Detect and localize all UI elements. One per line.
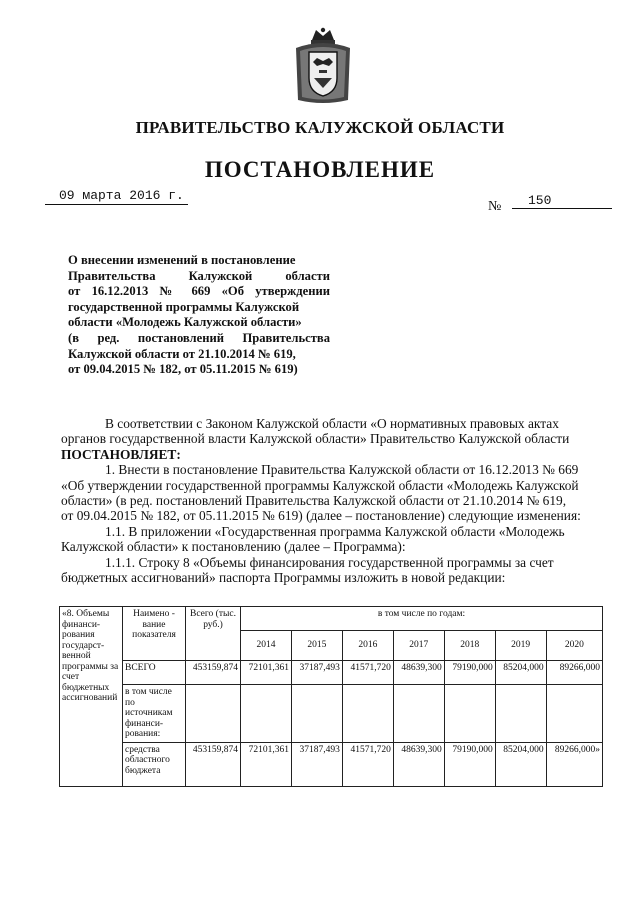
budget-table (59, 606, 603, 787)
row-value: 37187,493 (291, 661, 342, 685)
col-name-header: Наимено - вание показателя (123, 607, 186, 661)
organization-title: ПРАВИТЕЛЬСТВО КАЛУЖСКОЙ ОБЛАСТИ (135, 118, 505, 137)
document-body (61, 416, 599, 585)
row-value: 41571,720 (342, 661, 393, 685)
row-value: 72101,361 (241, 742, 292, 786)
year-header: 2016 (342, 631, 393, 661)
table-row (60, 742, 603, 786)
document-number: 150 (512, 193, 612, 209)
body-line: В соответствии с Законом Калужской области «О нормативных правовых актах (105, 416, 559, 431)
body-line: органов государственной власти Калужской области» Правительство Калужской области (61, 431, 570, 447)
body-line: 1. Внести в постановление Правительства Калужской области от 16.12.2013 № 669 (105, 462, 579, 478)
body-line: области» (в ред. постановлений Правительства Калужской области от 21.10.2014 № 619, (61, 492, 567, 508)
row-name: ВСЕГО (123, 661, 186, 685)
table-row (60, 661, 603, 685)
row-value: 85204,000 (495, 742, 546, 786)
resolves-heading: ПОСТАНОВЛЯЕТ: (61, 446, 181, 462)
subject-line: от 09.04.2015 № 182, от 05.11.2015 № 619) (68, 362, 298, 377)
row-value: 48639,300 (393, 742, 444, 786)
number-label: № (488, 199, 502, 214)
body-line: бюджетных ассигнований» паспорта Программы изложить в новой редакции: (61, 569, 506, 585)
subject-line: области «Молодежь Калужской области» (68, 315, 302, 330)
row-value: 85204,000 (495, 661, 546, 685)
row-label-cell: «8. Объемы финанси-рования государст-венной программы за счет бюджетных ассигнований (60, 607, 123, 787)
subject-line: государственной программы Калужской (68, 299, 300, 314)
row-value: 89266,000 (546, 661, 602, 685)
subject-line: (в ред. постановлений Правительства (68, 330, 330, 345)
subject-line: Калужской области от 21.10.2014 № 619, (68, 346, 296, 361)
body-line: от 09.04.2015 № 182, от 05.11.2015 № 619) (далее – постановление) следующие изменения: (61, 508, 581, 524)
row-value: 37187,493 (291, 742, 342, 786)
year-header: 2019 (495, 631, 546, 661)
year-header: 2020 (546, 631, 602, 661)
row-value: 41571,720 (342, 742, 393, 786)
table-row (60, 685, 603, 743)
coat-of-arms-icon (292, 26, 354, 104)
year-header: 2015 (291, 631, 342, 661)
row-name: средства областного бюджета (123, 742, 186, 786)
subject-line: О внесении изменений в постановление (68, 253, 296, 267)
body-line: Калужской области» к постановлению (далее – Программа): (61, 539, 406, 555)
document-subject (68, 253, 330, 378)
row-total: 453159,874 (186, 742, 241, 786)
year-header: 2018 (444, 631, 495, 661)
document-type: ПОСТАНОВЛЕНИЕ (204, 157, 436, 182)
row-value: 79190,000 (444, 661, 495, 685)
subject-line: от 16.12.2013 № 669 «Об утверждении (68, 284, 330, 299)
row-value: 72101,361 (241, 661, 292, 685)
body-line: 1.1.1. Строку 8 «Объемы финансирования государственной программы за счет (105, 554, 554, 570)
body-line: 1.1. В приложении «Государственная программа Калужской области «Молодежь (105, 523, 565, 539)
subject-line: Правительства Калужской области (68, 268, 330, 283)
years-header: в том числе по годам: (241, 607, 603, 631)
year-header: 2014 (241, 631, 292, 661)
row-value: 89266,000» (546, 742, 602, 786)
row-total: 453159,874 (186, 661, 241, 685)
year-header: 2017 (393, 631, 444, 661)
row-value: 79190,000 (444, 742, 495, 786)
row-value: 48639,300 (393, 661, 444, 685)
row-name: в том числе по источникам финанси-рования: (123, 685, 186, 743)
body-line: «Об утверждении государственной программы Калужской области «Молодежь Калужской (61, 477, 579, 493)
col-total-header: Всего (тыс. руб.) (186, 607, 241, 661)
document-date: 09 марта 2016 г. (45, 188, 188, 205)
